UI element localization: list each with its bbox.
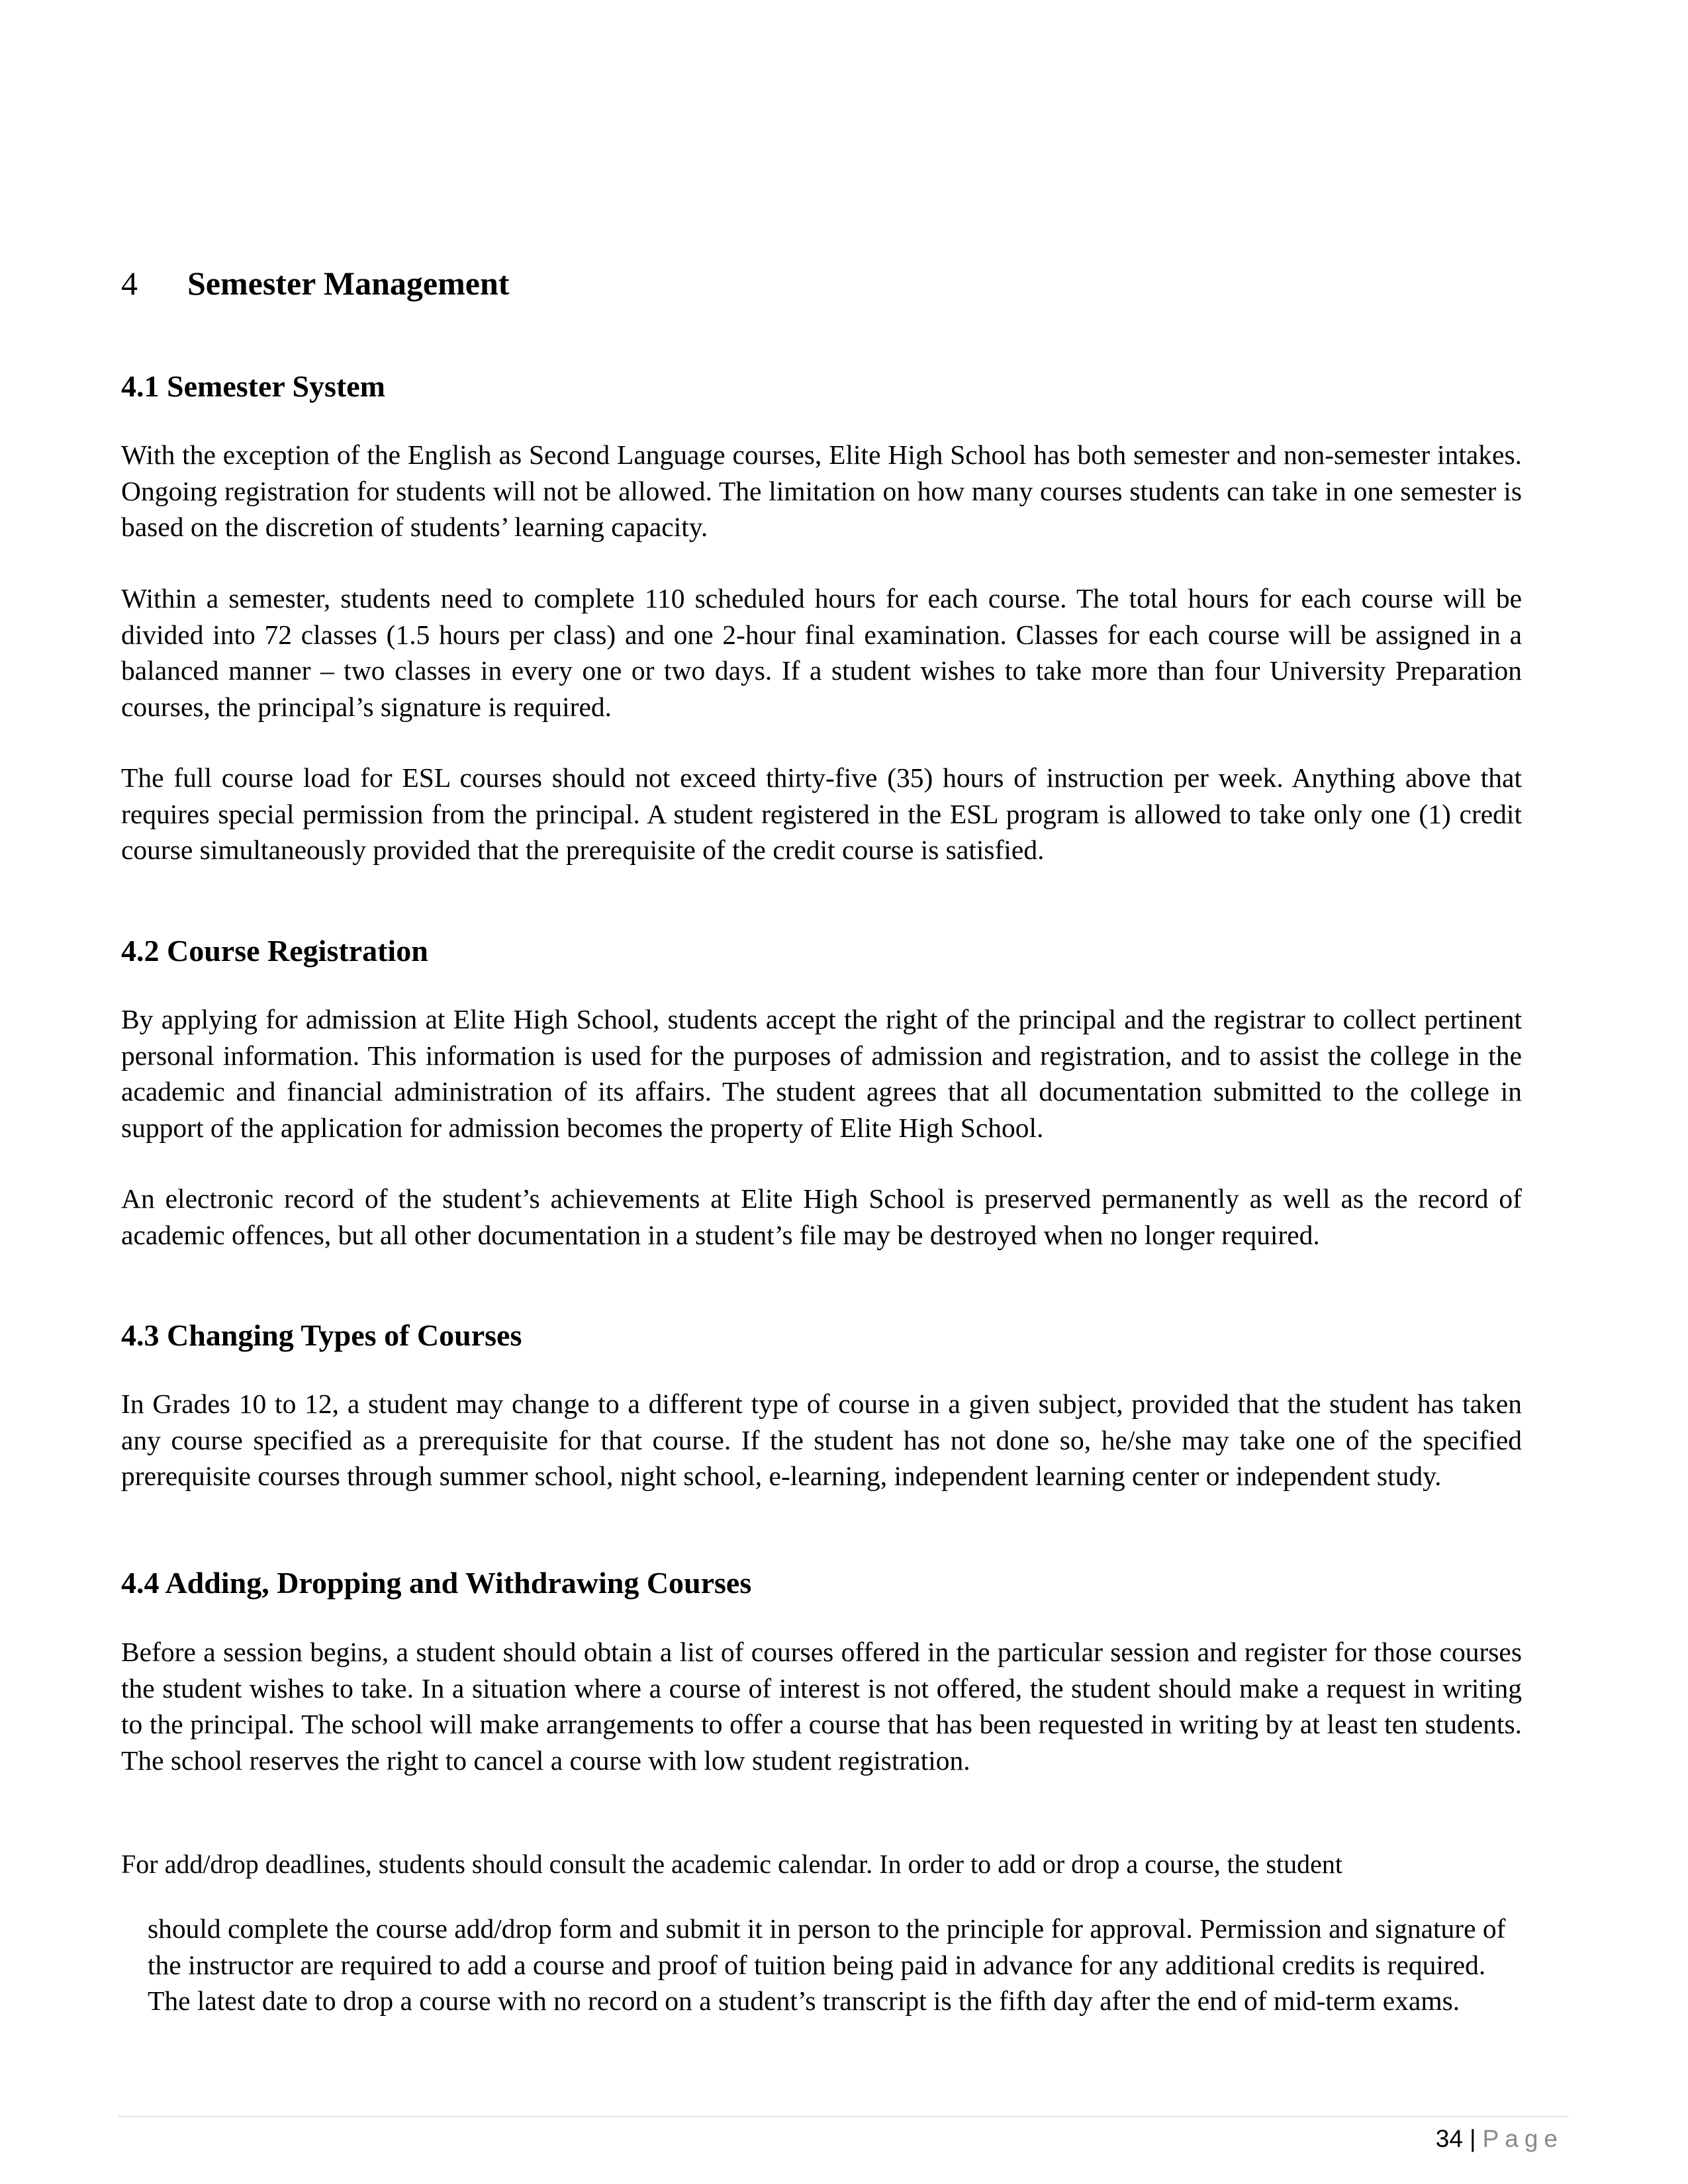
paragraph-4-3-1: In Grades 10 to 12, a student may change to a different type of course in a given subject, provided that the student has taken any course specified as a prerequisite for that course. If the student has not done so, he/she may take one of the specified prerequisite courses through summer school, night school, e-learning, independent learning center or independent study. (121, 1388, 1522, 1491)
paragraph-4-4-1: Before a session begins, a student should obtain a list of courses offered in the particular session and register for those courses the student wishes to take. In a situation where a course of interest is not offered, the student should make a request in writing to the principal. The school will make arrangements to offer a course that has been requested in writing by at least ten students. The school reserves the right to cancel a course with low student registration. (121, 1637, 1522, 1776)
paragraph-4-1-3: The full course load for ESL courses should not exceed thirty-five (35) hours of instruction per week. Anything above that requires special permission from the principal. A student registered in the ESL program is allowed to take only one (1) credit course simultaneously provided that the prerequisite of the credit course is satisfied. (121, 762, 1522, 865)
chapter-heading (121, 263, 509, 303)
paragraph-4-2-1: By applying for admission at Elite High School, students accept the right of the principal and the registrar to collect pertinent personal information. This information is used for the purposes of admission and registration, and to assist the college in the academic and financial administration of its affairs. The student agrees that all documentation submitted to the college in support of the application for admission becomes the property of Elite High School. (121, 1004, 1522, 1143)
chapter-title: Semester Management (187, 265, 510, 302)
section-heading-4-1: 4.1 Semester System (121, 369, 385, 403)
page-label: Page (1482, 2125, 1564, 2152)
chapter-number: 4 (121, 265, 138, 302)
section-heading-4-3: 4.3 Changing Types of Courses (121, 1318, 522, 1352)
footer-separator: | (1469, 2125, 1476, 2152)
page-number: 34 (1435, 2125, 1463, 2152)
paragraph-4-4-3: should complete the course add/drop form and submit it in person to the principle for approval. Permission and signature of the instructor are required to add a course and proof of tuition being paid in advance for any additional credits is required. The latest date to drop a course with no record on a student’s transcript is the fifth day after the end of mid-term exams. (148, 1913, 1506, 2016)
paragraph-4-4-2: For add/drop deadlines, students should consult the academic calendar. In order to add or drop a course, the student (121, 1849, 1343, 1879)
paragraph-4-1-1: With the exception of the English as Second Language courses, Elite High School has both semester and non-semester intakes. Ongoing registration for students will not be allowed. The limitation on how many courses students can take in one semester is based on the discretion of students’ learning capacity. (121, 439, 1522, 542)
footer-divider (118, 2116, 1569, 2117)
section-heading-4-2: 4.2 Course Registration (121, 934, 428, 968)
paragraph-4-2-2: An electronic record of the student’s achievements at Elite High School is preserved permanently as well as the record of academic offences, but all other documentation in a student’s file may be destroyed when no longer required. (121, 1183, 1522, 1250)
page-footer (1436, 2123, 1564, 2155)
section-heading-4-4: 4.4 Adding, Dropping and Withdrawing Courses (121, 1566, 752, 1600)
paragraph-4-1-2: Within a semester, students need to complete 110 scheduled hours for each course. The total hours for each course will be divided into 72 classes (1.5 hours per class) and one 2-hour final examination. Classes for each course will be assigned in a balanced manner – two classes in every one or two days. If a student wishes to take more than four University Preparation courses, the principal’s signature is required. (121, 583, 1522, 722)
